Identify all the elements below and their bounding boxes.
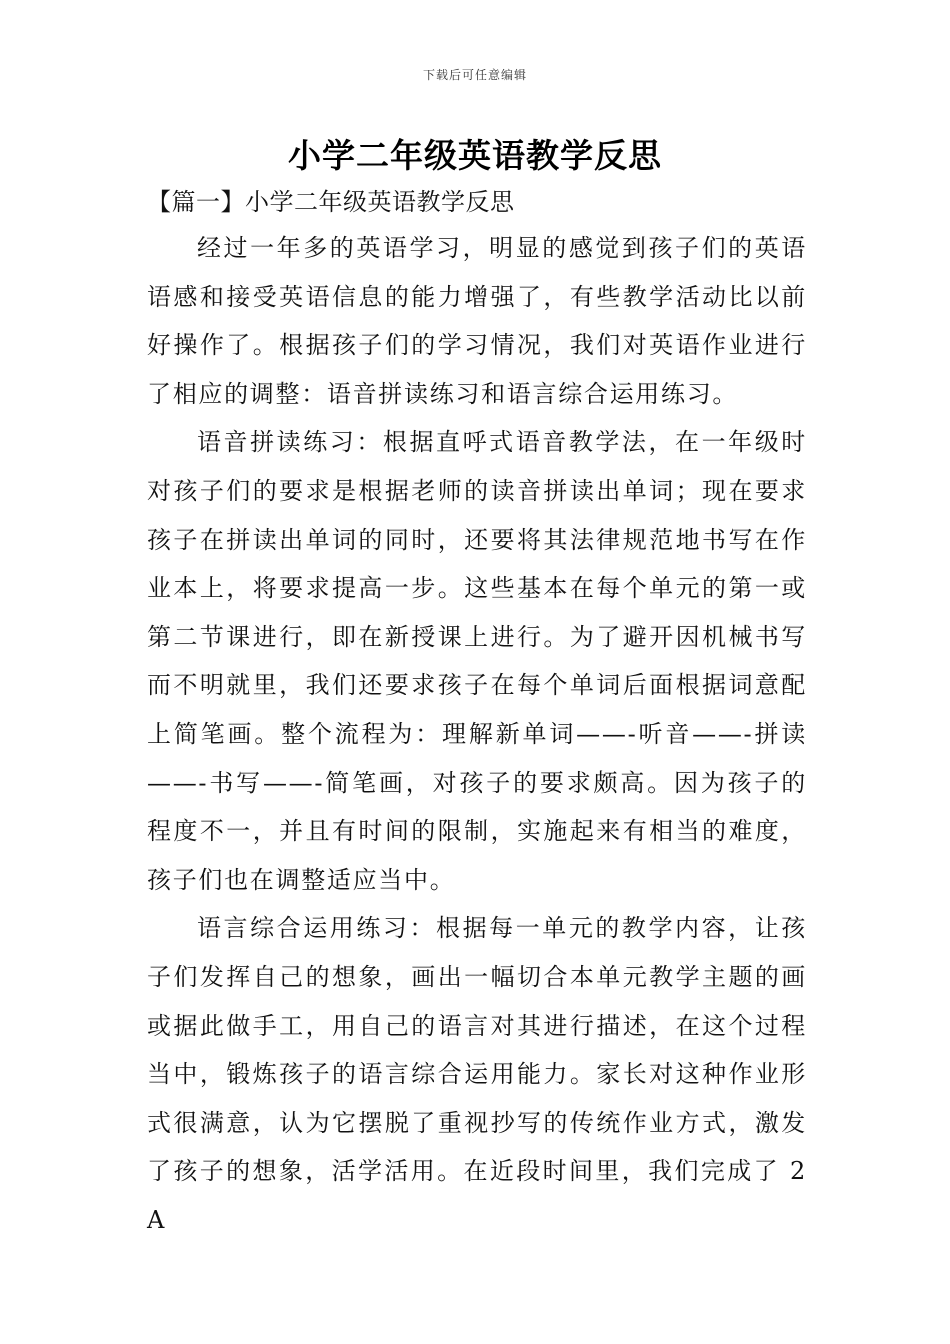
section-heading: 【篇一】小学二年级英语教学反思 [147, 188, 515, 216]
paragraph-3: 语言综合运用练习：根据每一单元的教学内容，让孩子们发挥自己的想象，画出一幅切合本单元教学主题的画或据此做手工，用自己的语言对其进行描述，在这个过程当中，锻炼孩子的语言综合运用能力。家长对这种作业形式很满意，认为它摆脱了重视抄写的传统作业方式，激发了孩子的想象，活学活用。在近段时间里，我们完成了 2A [147, 914, 807, 1234]
body-text [147, 224, 807, 1244]
paragraph-1: 经过一年多的英语学习，明显的感觉到孩子们的英语语感和接受英语信息的能力增强了，有些教学活动比以前好操作了。根据孩子们的学习情况，我们对英语作业进行了相应的调整：语音拼读练习和语言综合运用练习。 [147, 234, 807, 408]
header-note: 下载后可任意编辑 [422, 68, 527, 82]
document-title: 小学二年级英语教学反思 [288, 136, 662, 175]
paragraph-2: 语音拼读练习：根据直呼式语音教学法，在一年级时对孩子们的要求是根据老师的读音拼读出单词；现在要求孩子在拼读出单词的同时，还要将其法律规范地书写在作业本上，将要求提高一步。这些基本在每个单元的第一或第二节课进行，即在新授课上进行。为了避开因机械书写而不明就里，我们还要求孩子在每个单词后面根据词意配上简笔画。整个流程为：理解新单词——-听音——-拼读——-书写——-简笔画，对孩子的要求颇高。因为孩子的程度不一，并且有时间的限制，实施起来有相当的难度，孩子们也在调整适应当中。 [147, 428, 807, 894]
